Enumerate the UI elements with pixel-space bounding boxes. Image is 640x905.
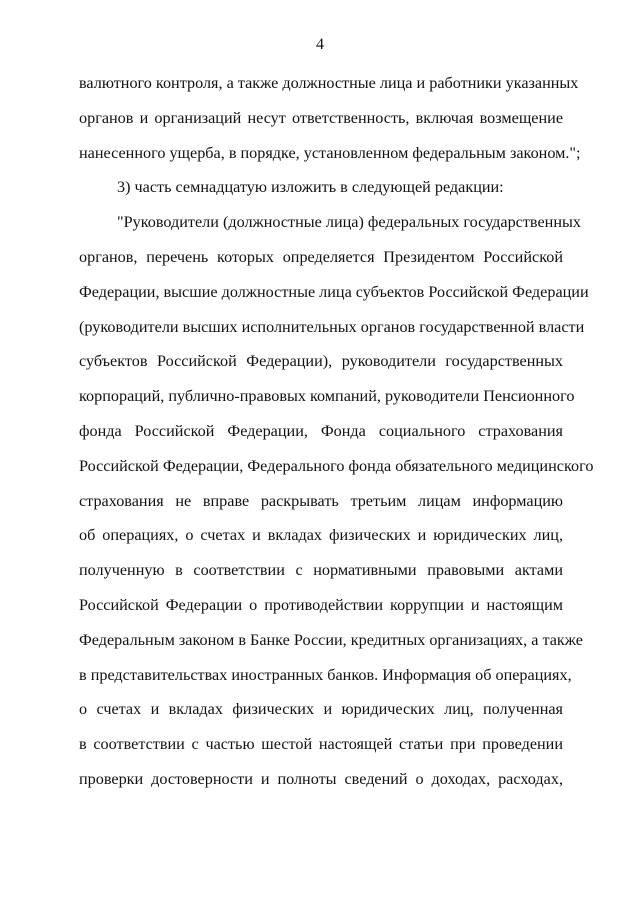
text-line: страхования не вправе раскрывать третьим лицам информацию xyxy=(79,491,563,510)
text-line: органов и организаций несут ответственность, включая возмещение xyxy=(79,108,563,127)
text-line: фонда Российской Федерации, Фонда социального страхования xyxy=(79,421,563,440)
text-line: корпораций, публично-правовых компаний, руководители Пенсионного xyxy=(79,387,575,406)
page-number: 4 xyxy=(316,36,324,53)
text-line: "Руководители (должностные лица) федеральных государственных xyxy=(117,213,581,232)
text-line: Российской Федерации, Федерального фонда обязательного медицинского xyxy=(79,456,594,475)
text-line: субъектов Российской Федерации), руководители государственных xyxy=(79,352,563,371)
text-line: 3) часть семнадцатую изложить в следующей редакции: xyxy=(117,178,504,197)
text-line: валютного контроля, а также должностные лица и работники указанных xyxy=(79,74,579,92)
text-line: в соответствии с частью шестой настоящей статьи при проведении xyxy=(79,735,563,754)
text-line: Федерации, высшие должностные лица субъектов Российской Федерации xyxy=(79,282,589,301)
text-line: об операциях, о счетах и вкладах физических и юридических лиц, xyxy=(79,526,563,545)
text-line: Федеральным законом в Банке России, кредитных организациях, а также xyxy=(79,630,583,649)
text-line: проверки достоверности и полноты сведений о доходах, расходах, xyxy=(79,769,563,788)
text-line: (руководители высших исполнительных органов государственной власти xyxy=(79,317,585,336)
text-line: полученную в соответствии с нормативными правовыми актами xyxy=(79,561,563,580)
text-line: в представительствах иностранных банков. Информация об операциях, xyxy=(79,665,572,684)
text-line: Российской Федерации о противодействии коррупции и настоящим xyxy=(79,595,563,614)
text-line: нанесенного ущерба, в порядке, установленном федеральным законом."; xyxy=(79,143,581,162)
body-text xyxy=(79,66,594,797)
text-line: о счетах и вкладах физических и юридических лиц, полученная xyxy=(79,700,563,719)
text-line: органов, перечень которых определяется Президентом Российской xyxy=(79,247,563,266)
